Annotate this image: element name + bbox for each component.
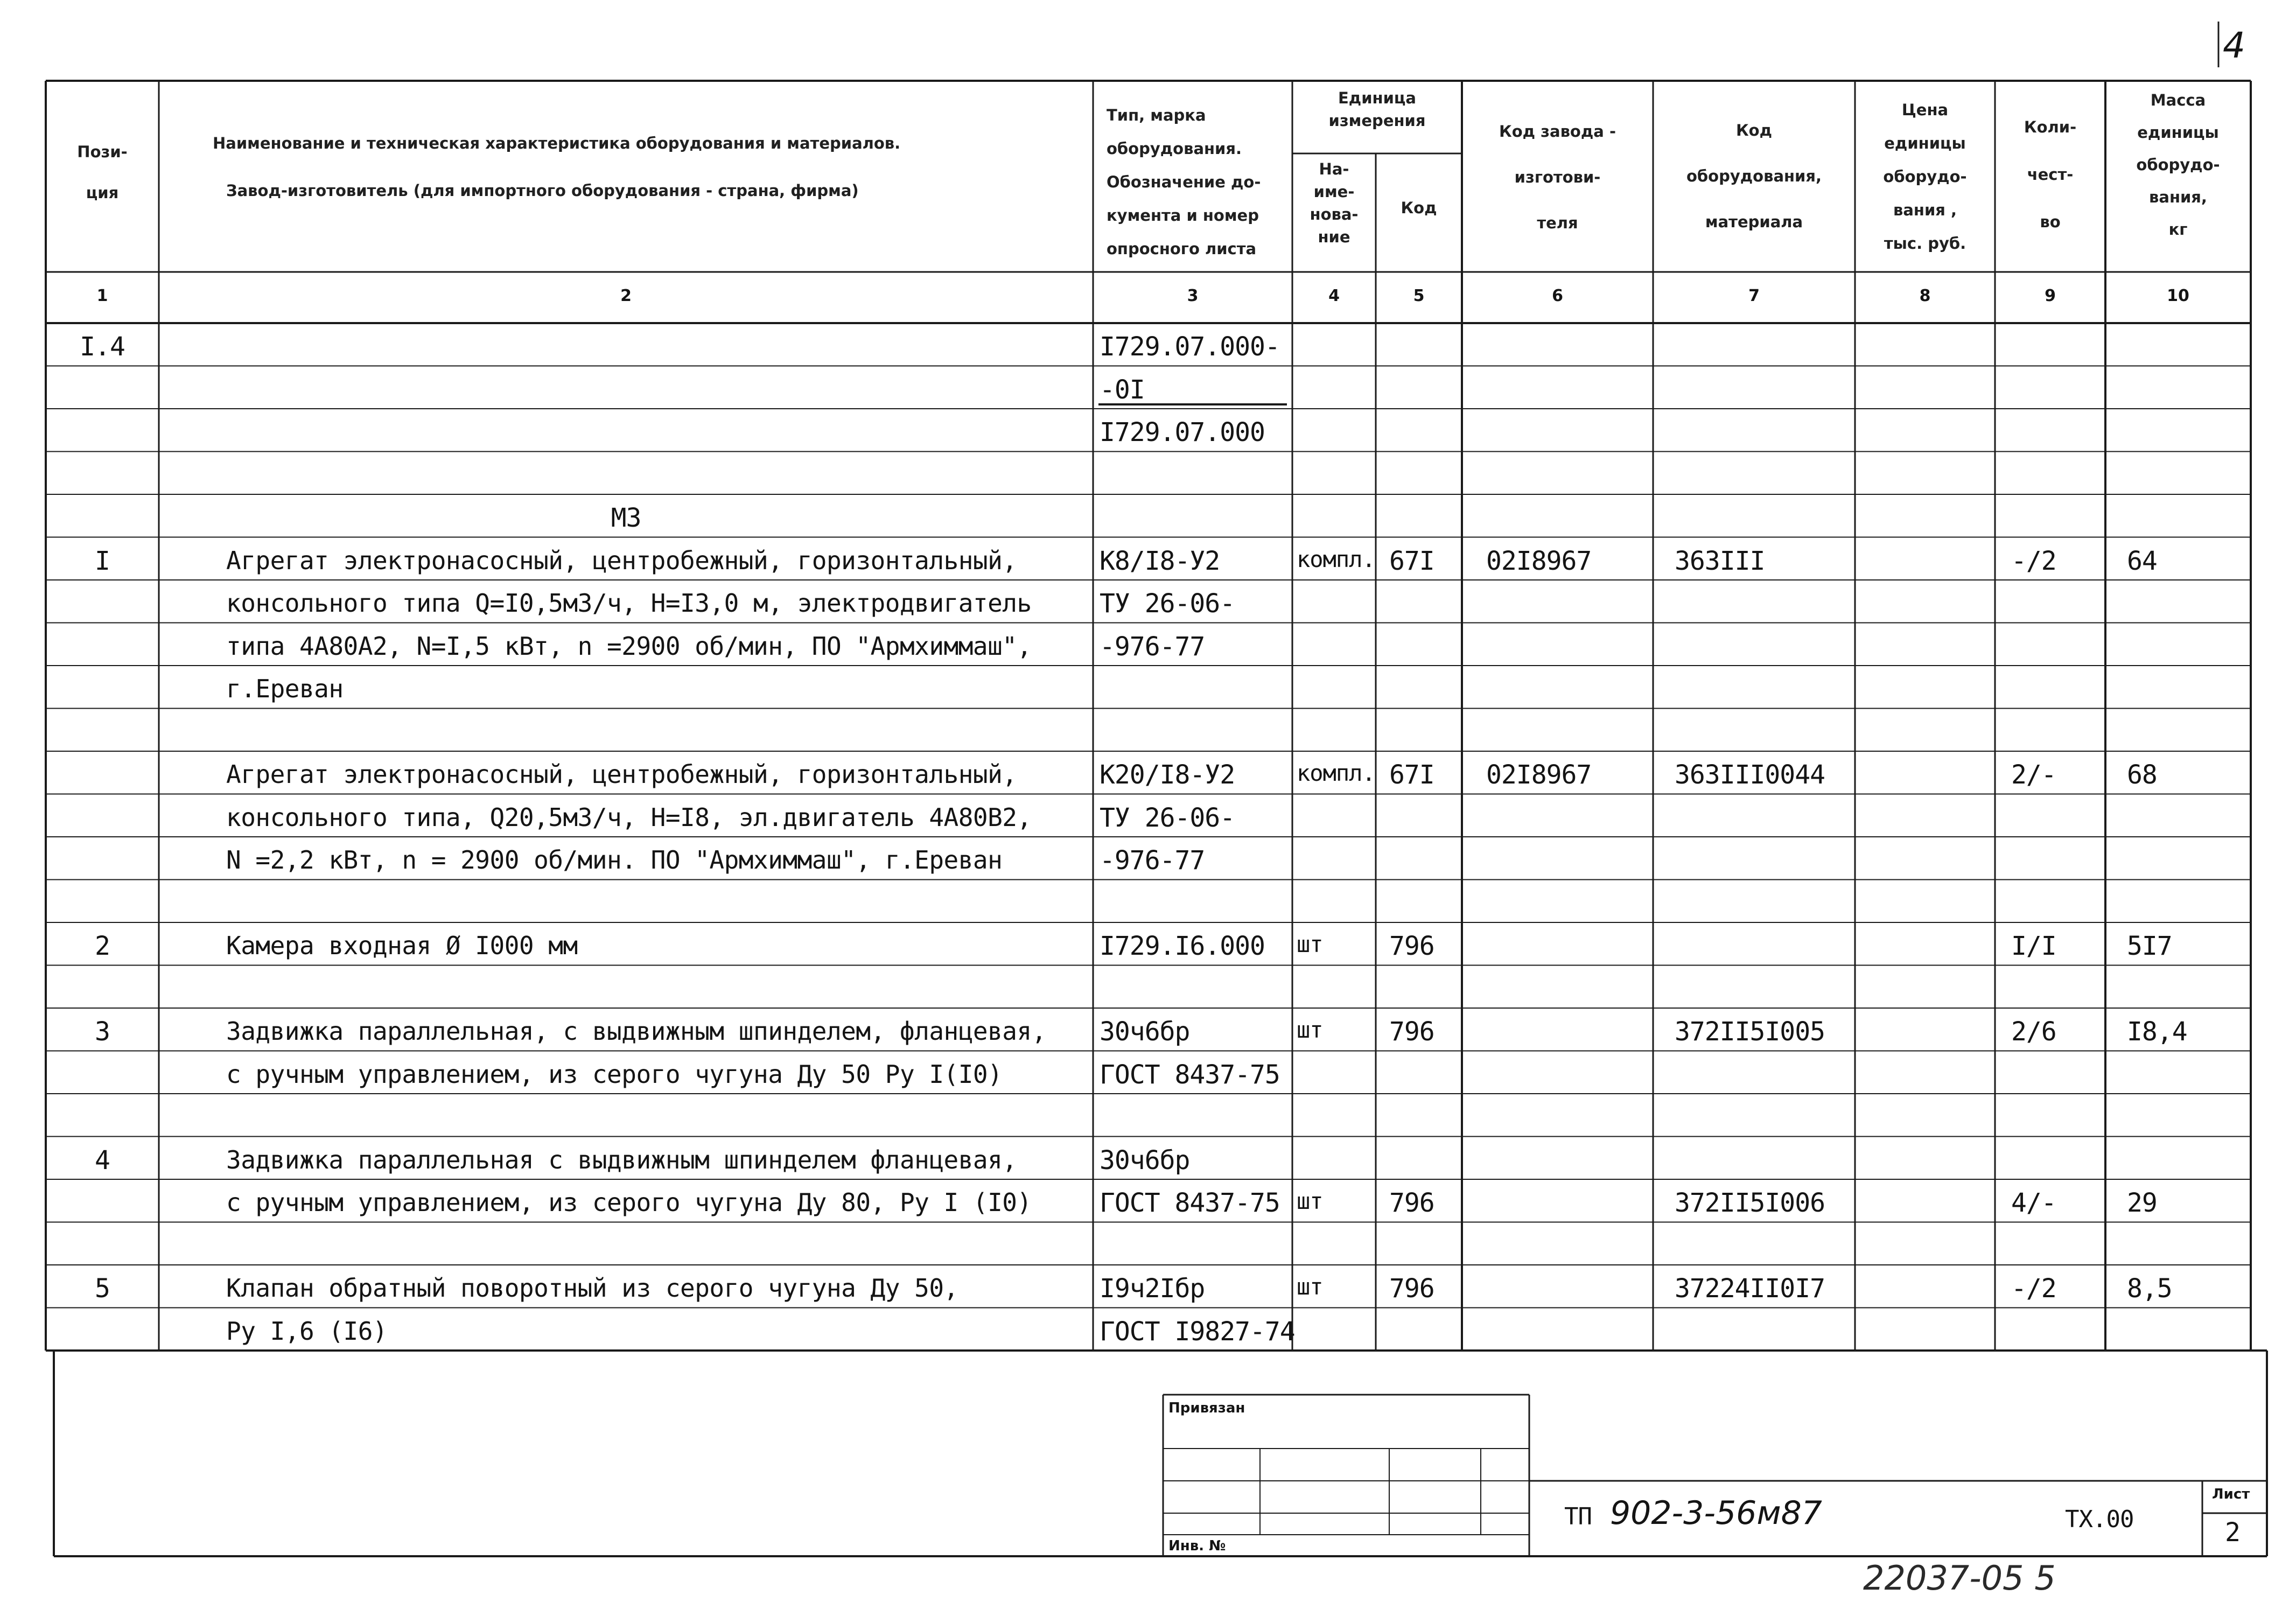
cell-type: -0I [1100,374,1145,405]
header-type-mark: оборудования. [1107,139,1242,158]
cell-type: I729.I6.000 [1100,931,1265,961]
cell-quantity: 2/6 [2011,1017,2056,1047]
cell-unit: шт [1297,1188,1323,1214]
cell-name: консольного типа, Q20,5м3/ч, Н=I8, эл.двигатель 4А80В2, [226,802,1032,832]
header-unit-mass: кг [2168,220,2188,239]
column-number: 4 [1328,286,1340,305]
cell-type: I729.07.000 [1100,417,1265,447]
cell-unit: шт [1297,1017,1323,1043]
header-unit-mass: оборудо- [2136,156,2220,174]
header-unit-price: вания , [1893,201,1957,219]
header-unit-name: ние [1318,228,1350,246]
cell-unit-code: 67I [1389,760,1434,790]
cell-type: -976-77 [1100,845,1205,876]
cell-name: с ручным управлением, из серого чугуна Ду 80, Ру I (I0) [226,1188,1032,1217]
cell-position: 5 [95,1274,110,1304]
column-number: 7 [1748,286,1760,305]
cell-type: 30ч6бр [1100,1017,1190,1047]
cell-name: г.Ереван [226,674,344,703]
column-number: 1 [96,286,108,305]
cell-quantity: I/I [2011,931,2056,961]
header-unit-code: Код [1401,199,1437,217]
column-number: 5 [1413,286,1425,305]
cell-unit: компл. [1297,545,1375,572]
cell-unit: компл. [1297,760,1375,786]
header-unit-group: Единица [1338,89,1416,107]
header-equipment-code: Код [1735,121,1773,139]
cell-name: с ручным управлением, из серого чугуна Ду 50 Ру I(I0) [226,1059,1003,1089]
cell-unit-code: 796 [1389,1274,1434,1304]
stamp-inventory-number: Инв. № [1168,1538,1226,1554]
header-quantity: чест- [2027,165,2074,184]
cell-name: Агрегат электронасосный, центробежный, горизонтальный, [226,760,1017,789]
stamp-sheet-code: ТХ.00 [2065,1506,2134,1533]
cell-name: консольного типа Q=I0,5м3/ч, Н=I3,0 м, электродвигатель [226,589,1032,618]
cell-position: 3 [95,1017,110,1047]
cell-type: 30ч6бр [1100,1145,1190,1176]
cell-quantity: -/2 [2011,1274,2056,1304]
column-number: 3 [1187,286,1199,305]
stamp-privyazan: Привязан [1168,1400,1245,1416]
cell-name: Камера входная Ø I000 мм [226,931,578,960]
column-number: 2 [620,286,632,305]
header-plant-code: Код завода - [1499,122,1616,141]
header-type-mark: кумента и номер [1107,206,1259,225]
header-unit-group: измерения [1328,111,1426,130]
cell-name: Агрегат электронасосный, центробежный, горизонтальный, [226,545,1017,575]
cell-equipment-code: 372II5I006 [1675,1188,1825,1218]
cell-unit: шт [1297,1274,1323,1300]
cell-name: Ру I,6 (I6) [226,1316,388,1346]
header-unit-mass: вания, [2149,188,2207,206]
header-equipment-code: оборудования, [1686,167,1822,185]
stamp-list-label: Лист [2212,1486,2250,1502]
header-unit-name: име- [1313,183,1355,201]
cell-unit-code: 67I [1389,545,1434,576]
cell-name: Клапан обратный поворотный из серого чугуна Ду 50, [226,1274,958,1303]
cell-type: К8/I8-У2 [1100,545,1220,576]
cell-equipment-code: 363III [1675,545,1765,576]
cell-mass: I8,4 [2127,1017,2187,1047]
cell-position: I.4 [80,332,125,362]
header-unit-price: оборудо- [1883,167,1967,186]
cell-equipment-code: 363III0044 [1675,760,1825,790]
header-unit-mass: Масса [2150,91,2206,109]
header-unit-price: Цена [1901,101,1949,119]
cell-name: Задвижка параллельная с выдвижным шпинделем фланцевая, [226,1145,1017,1174]
header-quantity: во [2040,213,2061,231]
header-plant-code: изготови- [1514,168,1601,186]
header-quantity: Коли- [2024,118,2077,136]
cell-type: ТУ 26-06- [1100,802,1235,833]
cell-unit-code: 796 [1389,1017,1434,1047]
stamp-doc-prefix: ТП [1564,1503,1592,1530]
cell-equipment-code: 37224II0I7 [1675,1274,1825,1304]
header-name: Наименование и техническая характеристика оборудования и материалов. [213,134,901,152]
header-manufacturer: Завод-изготовитель (для импортного оборудования - страна, фирма) [226,181,859,200]
cell-quantity: 2/- [2011,760,2056,790]
header-position: Пози- [77,143,128,161]
header-type-mark: Обозначение до- [1107,173,1261,191]
header-unit-price: тыс. руб. [1884,234,1966,253]
cell-type: I729.07.000- [1100,332,1280,362]
cell-mass: 29 [2127,1188,2157,1218]
cell-type: ТУ 26-06- [1100,589,1235,619]
cell-plant-code: 02I8967 [1486,760,1592,790]
header-plant-code: теля [1537,214,1578,232]
cell-name: Задвижка параллельная, с выдвижным шпинделем, фланцевая, [226,1017,1046,1046]
header-type-mark: опросного листа [1107,240,1257,258]
cell-unit-code: 796 [1389,931,1434,961]
cell-name: М3 [611,503,641,533]
cell-type: К20/I8-У2 [1100,760,1235,790]
column-number: 8 [1919,286,1931,305]
column-number: 9 [2045,286,2056,305]
cell-name: N =2,2 кВт, n = 2900 об/мин. ПО "Армхиммаш", г.Ереван [226,845,1003,875]
column-number: 6 [1552,286,1563,305]
cell-mass: 64 [2127,545,2157,576]
cell-type: ГОСТ 8437-75 [1100,1188,1280,1218]
stamp-doc-number: 902-3-56м87 [1610,1494,1822,1532]
cell-quantity: 4/- [2011,1188,2056,1218]
stamp-list-number: 2 [2225,1517,2240,1548]
cell-type: -976-77 [1100,631,1205,662]
column-number: 10 [2167,286,2189,305]
cell-position: 4 [95,1145,110,1176]
cell-type: ГОСТ 8437-75 [1100,1059,1280,1090]
header-position: ция [86,184,119,202]
cell-equipment-code: 372II5I005 [1675,1017,1825,1047]
cell-type: ГОСТ I9827-74 [1100,1316,1295,1347]
cell-name: типа 4А80А2, N=I,5 кВт, n =2900 об/мин, ПО "Армхиммаш", [226,631,1032,661]
header-unit-name: На- [1319,160,1349,178]
header-unit-mass: единицы [2137,123,2219,142]
cell-position: I [95,545,110,576]
cell-position: 2 [95,931,110,961]
page-mark: 4 [2223,25,2245,66]
cell-plant-code: 02I8967 [1486,545,1592,576]
cell-mass: 8,5 [2127,1274,2172,1304]
header-unit-name: нова- [1310,205,1359,223]
cell-quantity: -/2 [2011,545,2056,576]
cell-type: I9ч2Iбр [1100,1274,1205,1304]
cell-mass: 68 [2127,760,2157,790]
cell-mass: 5I7 [2127,931,2172,961]
header-type-mark: Тип, марка [1107,106,1206,124]
stamp-bottom-code: 22037-05 5 [1863,1558,2056,1598]
header-equipment-code: материала [1705,213,1803,231]
cell-unit: шт [1297,931,1323,957]
header-unit-price: единицы [1884,134,1966,152]
cell-unit-code: 796 [1389,1188,1434,1218]
